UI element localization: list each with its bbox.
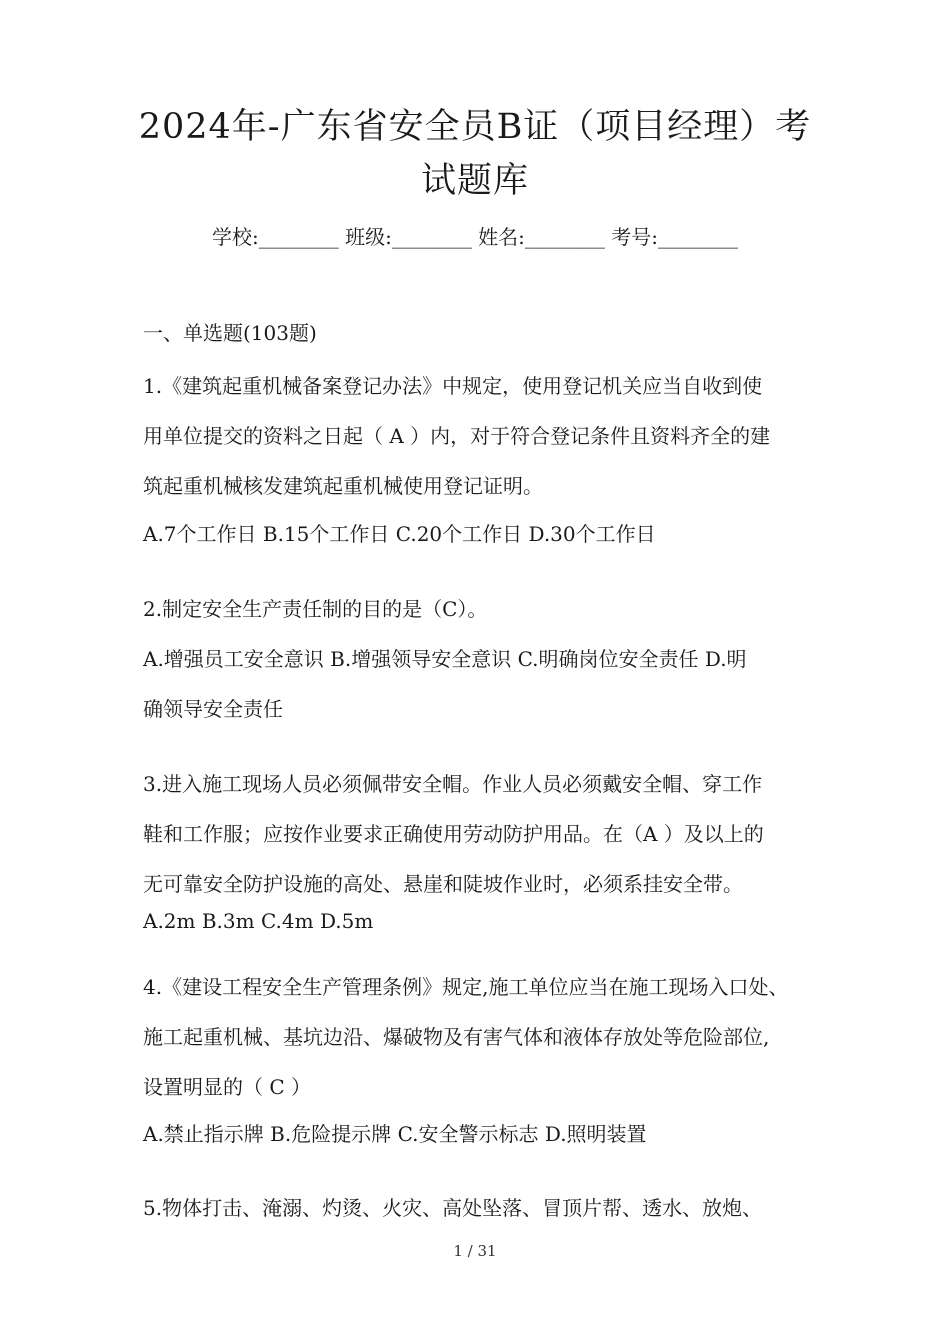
question-3-line-2: 鞋和工作服；应按作业要求正确使用劳动防护用品。在（A ）及以上的 — [143, 822, 764, 846]
title-line-2: 试题库 — [420, 161, 529, 201]
question-3-line-3: 无可靠安全防护设施的高处、悬崖和陡坡作业时，必须系挂安全带。 — [143, 872, 743, 896]
question-1-line-1: 1.《建筑起重机械备案登记办法》中规定，使用登记机关应当自收到使 — [143, 374, 763, 398]
question-4-line-2: 施工起重机械、基坑边沿、爆破物及有害气体和液体存放处等危险部位, — [143, 1025, 770, 1049]
question-2-line-1: 2.制定安全生产责任制的目的是（C）。 — [143, 597, 488, 621]
question-1-line-3: 筑起重机械核发建筑起重机械使用登记证明。 — [143, 474, 543, 498]
question-1-line-2: 用单位提交的资料之日起（ A ）内，对于符合登记条件且资料齐全的建 — [143, 424, 771, 448]
document-title — [60, 100, 890, 208]
question-4-line-1: 4.《建设工程安全生产管理条例》规定,施工单位应当在施工现场入口处、 — [143, 975, 789, 999]
question-3-line-1: 3.进入施工现场人员必须佩带安全帽。作业人员必须戴安全帽、穿工作 — [143, 772, 763, 796]
question-5-line-1: 5.物体打击、淹溺、灼烫、火灾、高处坠落、冒顶片帮、透水、放炮、 — [143, 1196, 763, 1220]
title-line-1: 2024年-广东省安全员B证（项目经理）考 — [138, 107, 812, 147]
student-info-line: 学校:________ 班级:________ 姓名:________ 考号:________ — [211, 225, 739, 249]
question-2-options-line-1: A.增强员工安全意识 B.增强领导安全意识 C.明确岗位安全责任 D.明 — [143, 647, 747, 671]
section-heading: 一、单选题(103题) — [143, 321, 317, 345]
question-1-options: A.7个工作日 B.15个工作日 C.20个工作日 D.30个工作日 — [143, 522, 656, 546]
question-4-line-3: 设置明显的（ C ） — [143, 1075, 312, 1099]
question-4-options: A.禁止指示牌 B.危险提示牌 C.安全警示标志 D.照明装置 — [143, 1122, 647, 1146]
question-3-options: A.2m B.3m C.4m D.5m — [143, 909, 374, 933]
page-number: 1 / 31 — [453, 1242, 497, 1260]
question-2-options-line-2: 确领导安全责任 — [143, 697, 283, 721]
